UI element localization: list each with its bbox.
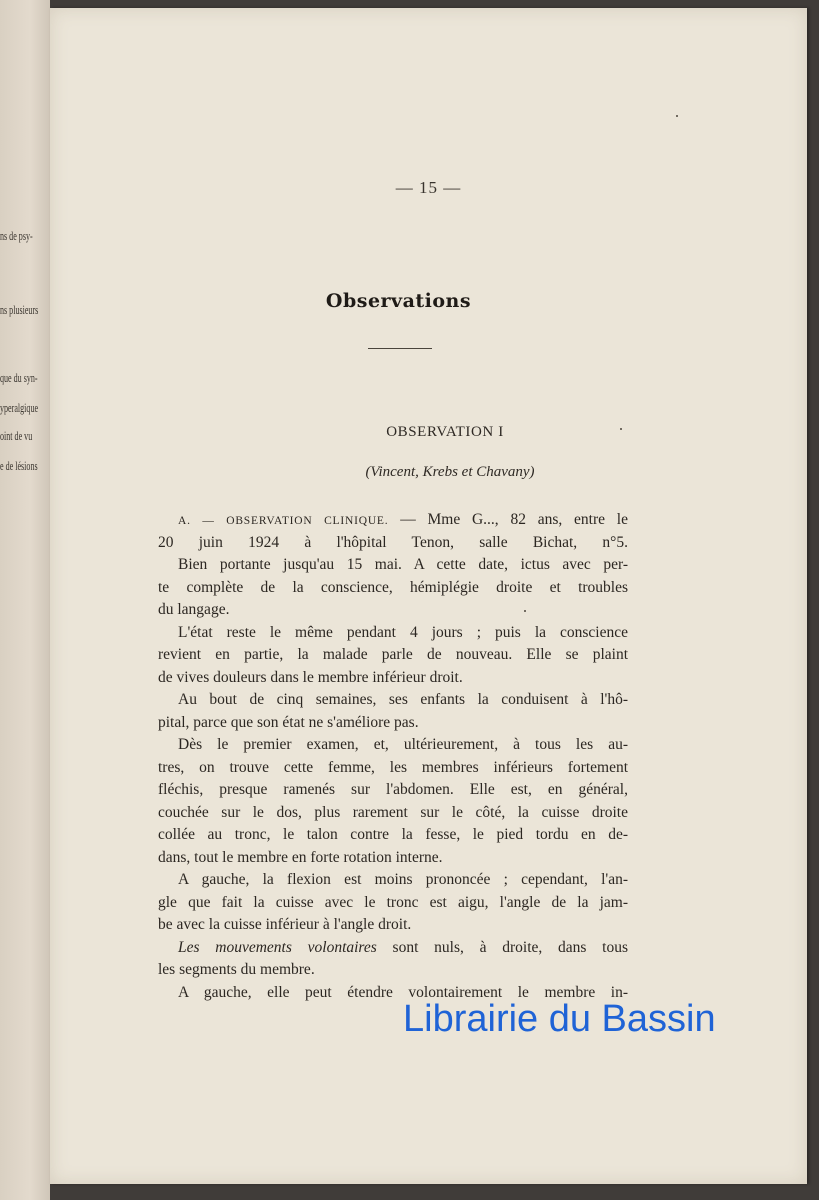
text-line <box>158 869 628 892</box>
line-text: gle que fait la cuisse avec le tronc est aigu, l'angle de la jam- <box>158 893 628 911</box>
paper-speck <box>620 428 622 430</box>
line-text: — Mme G..., 82 ans, entre le <box>388 511 628 528</box>
emphasis-text: Les mouvements volontaires <box>178 938 377 956</box>
line-text: pital, parce que son état ne s'améliore pas. <box>158 713 419 731</box>
text-line <box>158 509 628 532</box>
section-title: Observations <box>325 290 472 312</box>
line-text: du langage. <box>158 601 230 618</box>
line-text: Dès le premier examen, et, ultérieurement, à tous les au- <box>178 736 628 753</box>
line-text: A gauche, elle peut étendre volontairement le membre in- <box>178 983 628 1001</box>
line-text: revient en partie, la malade parle de nouveau. Elle se plaint <box>158 646 628 663</box>
previous-page-fragment: que du syn- <box>0 370 38 385</box>
text-line <box>158 554 628 577</box>
text-line <box>158 892 628 915</box>
paper-speck <box>676 115 678 117</box>
line-text: sont nuls, à droite, dans tous <box>376 938 628 956</box>
clinical-observation-label: A. — OBSERVATION CLINIQUE. <box>178 515 389 527</box>
text-line <box>158 622 628 645</box>
text-line <box>158 847 628 870</box>
line-text: tres, on trouve cette femme, les membres inférieurs fortement <box>158 758 628 776</box>
text-line <box>158 779 628 802</box>
line-text: A gauche, la flexion est moins prononcée ; cependant, l'an- <box>178 871 628 888</box>
observation-heading: OBSERVATION I <box>386 424 504 440</box>
previous-page-fragment: ns de psy- <box>0 228 33 243</box>
text-line <box>158 712 628 735</box>
text-line <box>158 644 628 667</box>
line-text: te complète de la conscience, hémiplégie droite et troubles <box>158 578 628 596</box>
observation-body <box>158 509 628 1004</box>
text-line <box>158 824 628 847</box>
previous-page-fragment: e de lésions <box>0 458 38 473</box>
previous-page-fragment: oint de vu <box>0 428 33 443</box>
paper-speck <box>524 610 526 612</box>
line-text: collée au tronc, le talon contre la fesse, le pied tordu en de- <box>158 826 628 843</box>
text-line <box>158 914 628 937</box>
line-text: couchée sur le dos, plus rarement sur le côté, la cuisse droite <box>158 803 628 821</box>
line-text: les segments du membre. <box>158 961 315 978</box>
line-text: 20 juin 1924 à l'hôpital Tenon, salle Bichat, n°5. <box>158 533 628 551</box>
line-text: dans, tout le membre en forte rotation interne. <box>158 848 443 866</box>
previous-page-edge <box>0 0 50 1200</box>
text-line <box>158 937 628 960</box>
text-line <box>158 667 628 690</box>
line-text: be avec la cuisse inférieur à l'angle droit. <box>158 916 412 933</box>
line-text: fléchis, presque ramenés sur l'abdomen. Elle est, en général, <box>158 781 628 798</box>
line-text: de vives douleurs dans le membre inférieur droit. <box>158 668 463 686</box>
line-text: L'état reste le même pendant 4 jours ; puis la conscience <box>178 623 628 641</box>
text-line <box>158 599 628 622</box>
watermark-label: Librairie du Bassin <box>403 998 716 1040</box>
text-line <box>158 734 628 757</box>
previous-page-fragment: yperalgique <box>0 400 39 415</box>
observation-authors: (Vincent, Krebs et Chavany) <box>365 464 535 480</box>
text-line <box>158 689 628 712</box>
line-text: Bien portante jusqu'au 15 mai. A cette date, ictus avec per- <box>178 556 628 573</box>
text-line <box>158 802 628 825</box>
title-divider <box>368 348 432 349</box>
previous-page-fragment: ns plusieurs <box>0 302 39 317</box>
text-line <box>158 577 628 600</box>
text-line <box>158 532 628 555</box>
text-line <box>158 757 628 780</box>
line-text: Au bout de cinq semaines, ses enfants la conduisent à l'hô- <box>178 691 628 708</box>
page-number: — 15 — <box>395 178 462 197</box>
text-line <box>158 959 628 982</box>
